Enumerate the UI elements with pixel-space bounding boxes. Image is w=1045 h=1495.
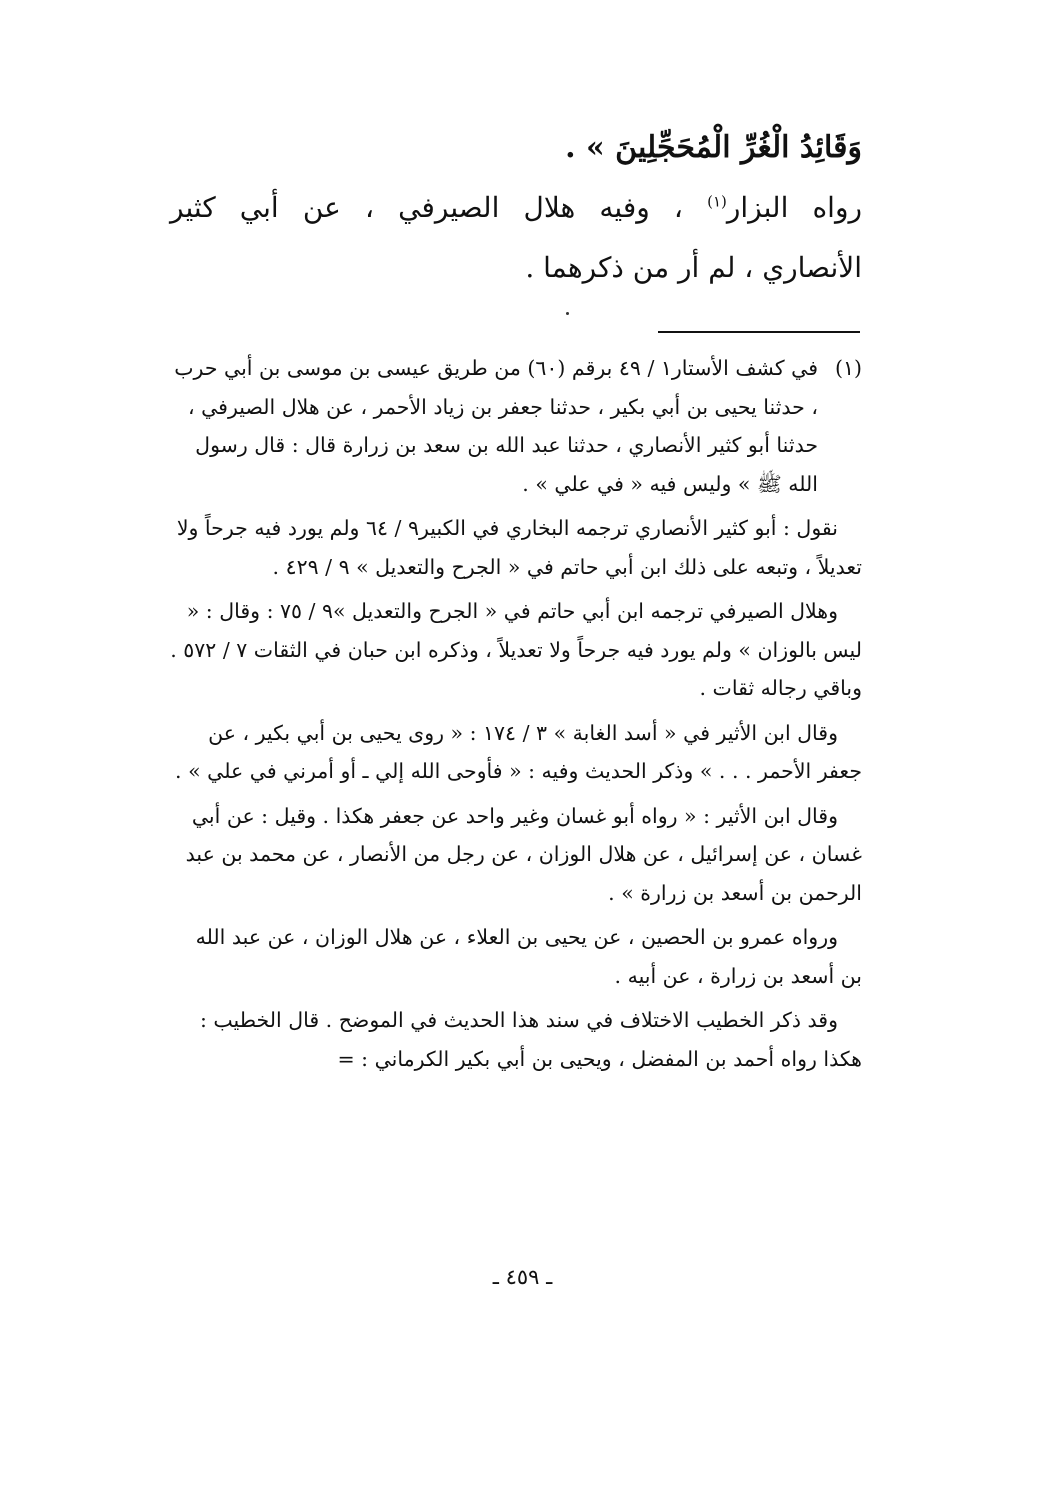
footnote-paragraph-3: وهلال الصيرفي ترجمه ابن أبي حاتم في « الجرح والتعديل »٩ / ٧٥ : وقال : « ليس بالوزان » ولم يورد فيه جرحاً ولا تعديلاً ، وذكره ابن حبان في الثقات ٧ / ٥٧٢ . وباقي رجاله ثقات . [170, 599, 862, 700]
main-line-2 [170, 178, 862, 238]
footnote-paragraph-6: ورواه عمرو بن الحصين ، عن يحيى بن العلاء ، عن هلال الوزان ، عن عبد الله بن أسعد بن زرارة ، عن أبيه . [195, 925, 862, 988]
main-line-3: الأنصاري ، لم أر من ذكرهما . [525, 251, 862, 284]
footnote-1 [170, 349, 862, 503]
page-number: ـ ٤٥٩ ـ [492, 1265, 553, 1289]
ink-speck [566, 312, 569, 315]
footnotes [170, 349, 862, 1078]
footnote-paragraph-2: نقول : أبو كثير الأنصاري ترجمه البخاري في الكبير٩ / ٦٤ ولم يورد فيه جرحاً ولا تعديلاً ، وتبعه على ذلك ابن أبي حاتم في « الجرح والتعديل » ٩ / ٤٢٩ . [176, 516, 862, 579]
main-line-1: وَقَائِدُ الْغُرِّ الْمُحَجِّلِينَ » . [565, 130, 862, 165]
main-text [170, 118, 862, 298]
footnote-paragraph-7: وقد ذكر الخطيب الاختلاف في سند هذا الحديث في الموضح . قال الخطيب : هكذا رواه أحمد بن المفضل ، ويحيى بن أبي بكير الكرماني : = [199, 1008, 862, 1071]
footnote-reference: (١) [707, 192, 727, 211]
footnote-paragraph-4: وقال ابن الأثير في « أسد الغابة » ٣ / ١٧٤ : « روى يحيى بن أبي بكير ، عن جعفر الأحمر . . . » وذكر الحديث وفيه : « فأوحى الله إلي ـ أو أمرني في علي » . [175, 720, 862, 783]
footnote-1-number: (١) [834, 356, 862, 380]
main-line-2-end: ، وفيه هلال الصيرفي ، عن أبي كثير [170, 191, 708, 224]
footnote-1-text: في كشف الأستار١ / ٤٩ برقم (٦٠) من طريق عيسى بن موسى بن أبي حرب ، حدثنا يحيى بن أبي بكير ، حدثنا جعفر بن زياد الأحمر ، عن هلال الصيرفي ، حدثنا أبو كثير الأنصاري ، حدثنا عبد الله بن سعد بن زرارة قال : قال رسول الله ﷺ » وليس فيه « في علي » . [174, 356, 818, 496]
main-line-2-start: رواه البزار [726, 191, 862, 224]
footnote-divider [658, 331, 860, 333]
footnote-paragraph-5: وقال ابن الأثير : « رواه أبو غسان وغير واحد عن جعفر هكذا . وقيل : عن أبي غسان ، عن إسرائيل ، عن هلال الوزان ، عن رجل من الأنصار ، عن محمد بن عبد الرحمن بن أسعد بن زرارة » . [185, 803, 862, 905]
